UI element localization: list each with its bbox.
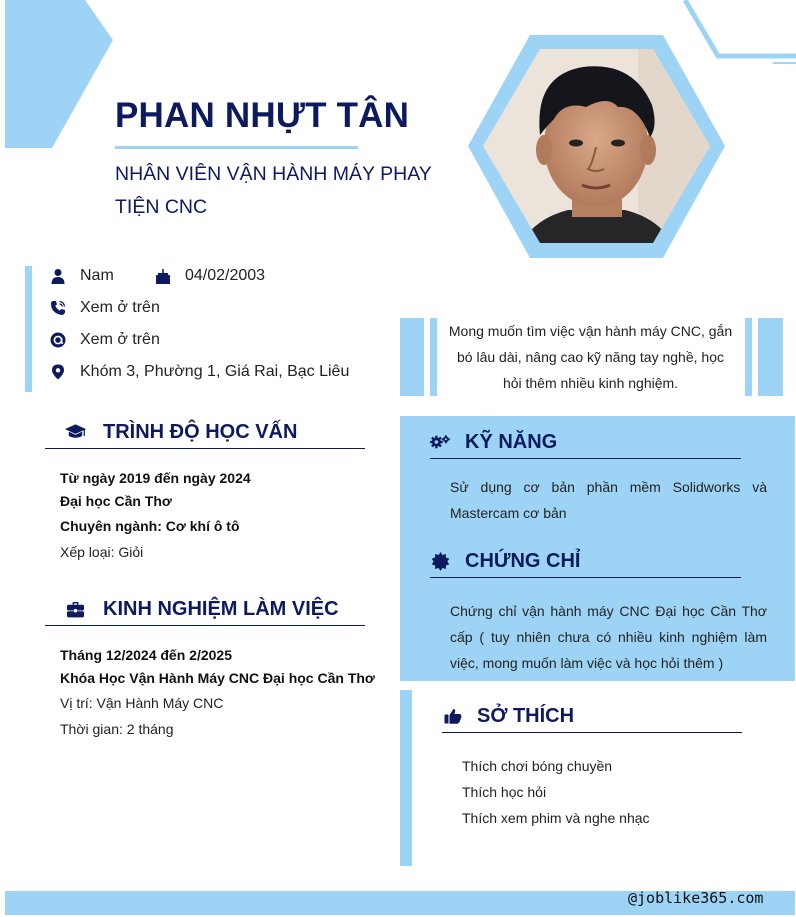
job-title: NHÂN VIÊN VẬN HÀNH MÁY PHAY TIỆN CNC [115,163,432,218]
objective-bar-right-thin [745,318,752,396]
name-underline [115,146,358,149]
birthday-cake-icon [154,268,171,285]
certificates-title: CHỨNG CHỈ [465,549,581,572]
experience-period: Tháng 12/2024 đến 2/2025 [60,647,232,663]
phone-icon [49,300,66,317]
footer-watermark: @joblike365.com [628,889,764,907]
certificates-text: Chứng chỉ vận hành máy CNC Đại học Cần Thơ cấp ( tuy nhiên chưa có nhiều kinh nghiệm làm việc, mong muốn làm việc và học hỏi thêm ) [450,603,767,671]
education-major: Chuyên ngành: Cơ khí ô tô [60,518,240,534]
phone-value: Xem ở trên [80,299,160,316]
experience-duration: Thời gian: 2 tháng [60,721,174,737]
hobby-item: Thích chơi bóng chuyền [462,758,613,774]
gender-value: Nam [80,267,114,284]
hobbies-header [441,704,574,728]
education-divider [45,448,365,449]
location-pin-icon [49,364,66,381]
email-value: Xem ở trên [80,331,160,348]
birthday-row [154,264,265,288]
education-title: TRÌNH ĐỘ HỌC VẤN [103,420,298,443]
experience-course: Khóa Học Vận Hành Máy CNC Đại học Cần Thơ [60,670,375,686]
hobby-item: Thích học hỏi [462,784,547,800]
briefcase-icon [63,597,87,621]
certificate-badge-icon [428,549,452,573]
objective-bar-right-wide [758,318,783,396]
objective-bar-left-thin [430,318,437,396]
hobbies-divider [442,732,742,733]
education-school: Đại học Cần Thơ [60,493,172,509]
hobbies-accent-bar [400,690,412,866]
person-icon [49,268,66,285]
candidate-name: PHAN NHỰT TÂN [115,96,410,135]
birthday-value: 04/02/2003 [185,267,266,284]
address-row [49,360,349,384]
hobby-item: Thích xem phim và nghe nhạc [462,810,650,826]
contact-accent-bar [25,266,32,392]
experience-title: KINH NGHIỆM LÀM VIỆC [103,597,339,620]
skills-divider [430,458,741,459]
email-row [49,328,160,352]
email-at-icon [49,332,66,349]
experience-position: Vị trí: Vận Hành Máy CNC [60,695,224,711]
skills-title: KỸ NĂNG [465,430,558,453]
profile-photo [468,35,725,258]
gender-row [49,264,114,288]
education-header [63,420,297,444]
career-objective: Mong muốn tìm việc vận hành máy CNC, gắn bó lâu dài, nâng cao kỹ năng tay nghề, học hỏi thêm nhiều kinh nghiệm. [448,323,733,391]
decorative-corner-shape [5,0,113,148]
education-period: Từ ngày 2019 đến ngày 2024 [60,470,251,486]
gears-icon [428,430,452,454]
objective-bar-left-wide [400,318,424,396]
skills-header [428,430,557,454]
phone-row [49,296,160,320]
experience-divider [45,625,365,626]
experience-header [63,597,339,621]
certificates-divider [430,577,741,578]
education-grade: Xếp loại: Giỏi [60,544,144,560]
address-value: Khóm 3, Phường 1, Giá Rai, Bạc Liêu [80,363,350,380]
thumbs-up-icon [441,704,465,728]
hobbies-title: SỞ THÍCH [477,704,575,727]
skills-text: Sử dụng cơ bản phần mềm Solidworks và Mastercam cơ bản [450,479,767,521]
certificates-header [428,549,580,573]
graduation-cap-icon [63,420,87,444]
